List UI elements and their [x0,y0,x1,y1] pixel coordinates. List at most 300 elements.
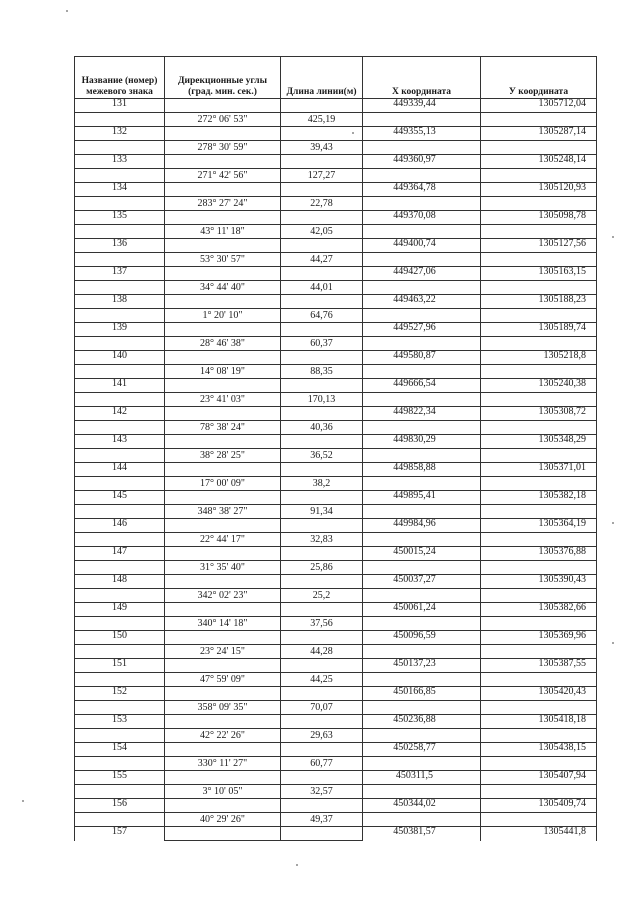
name-spacer-cell [75,785,165,799]
segment-row [75,785,597,799]
directional-angle-cell: 348° 38' 27" [165,505,281,519]
x-coordinate-cell: 449858,88 [363,463,481,477]
scan-speck [612,522,614,524]
x-coordinate-cell: 449830,29 [363,435,481,449]
y-coordinate-cell: 1305308,72 [481,407,597,421]
angle-spacer-cell [165,799,281,813]
marker-name-cell: 141 [75,379,165,393]
marker-row [75,323,597,337]
x-spacer-cell [363,225,481,239]
name-spacer-cell [75,337,165,351]
y-coordinate-cell: 1305098,78 [481,211,597,225]
marker-row [75,771,597,785]
segment-row [75,421,597,435]
x-coordinate-cell: 450137,23 [363,659,481,673]
marker-row [75,295,597,309]
x-spacer-cell [363,785,481,799]
y-spacer-cell [481,533,597,547]
marker-name-cell: 148 [75,575,165,589]
y-coordinate-cell: 1305348,29 [481,435,597,449]
marker-row [75,211,597,225]
angle-spacer-cell [165,379,281,393]
marker-name-cell: 152 [75,687,165,701]
y-coordinate-cell: 1305163,15 [481,267,597,281]
directional-angle-cell: 342° 02' 23" [165,589,281,603]
name-spacer-cell [75,813,165,827]
angle-spacer-cell [165,435,281,449]
marker-name-cell: 145 [75,491,165,505]
angle-spacer-cell [165,827,281,841]
length-spacer-cell [281,463,363,477]
directional-angle-cell: 340° 14' 18" [165,617,281,631]
x-spacer-cell [363,365,481,379]
x-coordinate-cell: 449364,78 [363,183,481,197]
y-coordinate-cell: 1305390,43 [481,575,597,589]
length-spacer-cell [281,659,363,673]
y-spacer-cell [481,169,597,183]
angle-spacer-cell [165,99,281,113]
angle-spacer-cell [165,211,281,225]
x-spacer-cell [363,617,481,631]
y-spacer-cell [481,561,597,575]
x-spacer-cell [363,645,481,659]
header-x-coordinate: Х координата [363,57,481,99]
marker-row [75,379,597,393]
length-spacer-cell [281,575,363,589]
segment-row [75,337,597,351]
y-coordinate-cell: 1305382,18 [481,491,597,505]
length-spacer-cell [281,519,363,533]
segment-row [75,449,597,463]
marker-row [75,155,597,169]
marker-row [75,435,597,449]
y-spacer-cell [481,253,597,267]
name-spacer-cell [75,673,165,687]
marker-row [75,127,597,141]
marker-name-cell: 138 [75,295,165,309]
angle-spacer-cell [165,715,281,729]
segment-row [75,729,597,743]
marker-name-cell: 140 [75,351,165,365]
marker-row [75,99,597,113]
marker-row [75,603,597,617]
length-spacer-cell [281,99,363,113]
x-coordinate-cell: 450015,24 [363,547,481,561]
angle-spacer-cell [165,575,281,589]
line-length-cell: 42,05 [281,225,363,239]
y-spacer-cell [481,785,597,799]
segment-row [75,141,597,155]
directional-angle-cell: 22° 44' 17" [165,533,281,547]
x-spacer-cell [363,309,481,323]
marker-name-cell: 151 [75,659,165,673]
directional-angle-cell: 330° 11' 27" [165,757,281,771]
marker-row [75,267,597,281]
y-coordinate-cell: 1305189,74 [481,323,597,337]
y-spacer-cell [481,421,597,435]
scan-speck [66,10,68,12]
x-spacer-cell [363,813,481,827]
scan-speck [22,800,24,802]
y-spacer-cell [481,757,597,771]
y-coordinate-cell: 1305712,04 [481,99,597,113]
directional-angle-cell: 283° 27' 24" [165,197,281,211]
scan-speck [612,642,614,644]
y-coordinate-cell: 1305441,8 [481,827,597,841]
segment-row [75,589,597,603]
y-coordinate-cell: 1305376,88 [481,547,597,561]
marker-name-cell: 154 [75,743,165,757]
x-coordinate-cell: 449370,08 [363,211,481,225]
segment-row [75,757,597,771]
x-spacer-cell [363,477,481,491]
x-spacer-cell [363,141,481,155]
marker-row [75,575,597,589]
directional-angle-cell: 40° 29' 26" [165,813,281,827]
marker-row [75,659,597,673]
x-coordinate-cell: 450311,5 [363,771,481,785]
name-spacer-cell [75,281,165,295]
segment-row [75,281,597,295]
marker-name-cell: 135 [75,211,165,225]
name-spacer-cell [75,533,165,547]
length-spacer-cell [281,351,363,365]
segment-row [75,505,597,519]
x-spacer-cell [363,281,481,295]
line-length-cell: 60,37 [281,337,363,351]
directional-angle-cell: 78° 38' 24" [165,421,281,435]
line-length-cell: 36,52 [281,449,363,463]
segment-row [75,393,597,407]
length-spacer-cell [281,267,363,281]
x-spacer-cell [363,729,481,743]
line-length-cell: 60,77 [281,757,363,771]
y-coordinate-cell: 1305127,56 [481,239,597,253]
directional-angle-cell: 47° 59' 09" [165,673,281,687]
line-length-cell: 39,43 [281,141,363,155]
directional-angle-cell: 38° 28' 25" [165,449,281,463]
x-spacer-cell [363,421,481,435]
angle-spacer-cell [165,491,281,505]
length-spacer-cell [281,799,363,813]
x-coordinate-cell: 449400,74 [363,239,481,253]
line-length-cell: 127,27 [281,169,363,183]
x-spacer-cell [363,393,481,407]
length-spacer-cell [281,827,363,841]
segment-row [75,225,597,239]
directional-angle-cell: 42° 22' 26" [165,729,281,743]
marker-row [75,827,597,841]
angle-spacer-cell [165,239,281,253]
marker-name-cell: 156 [75,799,165,813]
y-coordinate-cell: 1305240,38 [481,379,597,393]
length-spacer-cell [281,631,363,645]
line-length-cell: 25,86 [281,561,363,575]
segment-row [75,477,597,491]
y-spacer-cell [481,729,597,743]
directional-angle-cell: 53° 30' 57" [165,253,281,267]
marker-row [75,463,597,477]
x-spacer-cell [363,197,481,211]
length-spacer-cell [281,435,363,449]
y-coordinate-cell: 1305409,74 [481,799,597,813]
marker-row [75,183,597,197]
angle-spacer-cell [165,183,281,197]
length-spacer-cell [281,547,363,561]
x-coordinate-cell: 449427,06 [363,267,481,281]
y-spacer-cell [481,505,597,519]
line-length-cell: 88,35 [281,365,363,379]
directional-angle-cell: 358° 09' 35" [165,701,281,715]
y-coordinate-cell: 1305371,01 [481,463,597,477]
x-coordinate-cell: 449666,54 [363,379,481,393]
y-coordinate-cell: 1305369,96 [481,631,597,645]
x-coordinate-cell: 449355,13 [363,127,481,141]
segment-row [75,253,597,267]
segment-row [75,645,597,659]
x-coordinate-cell: 449360,97 [363,155,481,169]
segment-row [75,309,597,323]
x-coordinate-cell: 449580,87 [363,351,481,365]
y-coordinate-cell: 1305387,55 [481,659,597,673]
segment-row [75,561,597,575]
segment-row [75,365,597,379]
name-spacer-cell [75,477,165,491]
length-spacer-cell [281,323,363,337]
segment-row [75,169,597,183]
line-length-cell: 32,57 [281,785,363,799]
name-spacer-cell [75,141,165,155]
length-spacer-cell [281,491,363,505]
y-spacer-cell [481,701,597,715]
x-spacer-cell [363,561,481,575]
directional-angle-cell: 3° 10' 05" [165,785,281,799]
x-coordinate-cell: 449339,44 [363,99,481,113]
segment-row [75,701,597,715]
marker-row [75,239,597,253]
name-spacer-cell [75,309,165,323]
marker-name-cell: 142 [75,407,165,421]
scan-speck [352,132,354,134]
y-spacer-cell [481,113,597,127]
y-spacer-cell [481,477,597,491]
y-spacer-cell [481,281,597,295]
length-spacer-cell [281,239,363,253]
boundary-coordinates-table [74,56,597,841]
header-marker-name: Название (номер) межевого знака [75,57,165,99]
name-spacer-cell [75,757,165,771]
segment-row [75,197,597,211]
header-line-length: Длина линии(м) [281,57,363,99]
y-spacer-cell [481,393,597,407]
y-spacer-cell [481,141,597,155]
y-coordinate-cell: 1305248,14 [481,155,597,169]
x-spacer-cell [363,533,481,547]
name-spacer-cell [75,365,165,379]
directional-angle-cell: 271° 42' 56" [165,169,281,183]
y-spacer-cell [481,337,597,351]
length-spacer-cell [281,127,363,141]
y-coordinate-cell: 1305407,94 [481,771,597,785]
angle-spacer-cell [165,519,281,533]
x-spacer-cell [363,253,481,267]
line-length-cell: 91,34 [281,505,363,519]
length-spacer-cell [281,687,363,701]
directional-angle-cell: 43° 11' 18" [165,225,281,239]
name-spacer-cell [75,729,165,743]
marker-row [75,743,597,757]
x-coordinate-cell: 450061,24 [363,603,481,617]
segment-row [75,617,597,631]
x-spacer-cell [363,113,481,127]
marker-name-cell: 153 [75,715,165,729]
angle-spacer-cell [165,771,281,785]
marker-row [75,351,597,365]
x-coordinate-cell: 449984,96 [363,519,481,533]
marker-name-cell: 150 [75,631,165,645]
line-length-cell: 32,83 [281,533,363,547]
angle-spacer-cell [165,603,281,617]
name-spacer-cell [75,561,165,575]
y-coordinate-cell: 1305287,14 [481,127,597,141]
angle-spacer-cell [165,127,281,141]
angle-spacer-cell [165,743,281,757]
x-spacer-cell [363,701,481,715]
marker-name-cell: 147 [75,547,165,561]
length-spacer-cell [281,211,363,225]
scan-speck [612,236,614,238]
marker-name-cell: 139 [75,323,165,337]
y-coordinate-cell: 1305120,93 [481,183,597,197]
directional-angle-cell: 1° 20' 10" [165,309,281,323]
length-spacer-cell [281,183,363,197]
y-coordinate-cell: 1305188,23 [481,295,597,309]
marker-name-cell: 146 [75,519,165,533]
x-coordinate-cell: 450381,57 [363,827,481,841]
y-spacer-cell [481,589,597,603]
name-spacer-cell [75,505,165,519]
angle-spacer-cell [165,463,281,477]
line-length-cell: 44,27 [281,253,363,267]
y-spacer-cell [481,617,597,631]
directional-angle-cell: 23° 41' 03" [165,393,281,407]
name-spacer-cell [75,197,165,211]
y-coordinate-cell: 1305218,8 [481,351,597,365]
name-spacer-cell [75,169,165,183]
x-coordinate-cell: 449527,96 [363,323,481,337]
header-directional-angle: Дирекционные углы (град. мин. сек.) [165,57,281,99]
y-spacer-cell [481,645,597,659]
y-spacer-cell [481,449,597,463]
length-spacer-cell [281,379,363,393]
x-spacer-cell [363,757,481,771]
x-coordinate-cell: 450258,77 [363,743,481,757]
directional-angle-cell: 14° 08' 19" [165,365,281,379]
line-length-cell: 22,78 [281,197,363,211]
directional-angle-cell: 17° 00' 09" [165,477,281,491]
angle-spacer-cell [165,351,281,365]
angle-spacer-cell [165,407,281,421]
x-spacer-cell [363,505,481,519]
directional-angle-cell: 23° 24' 15" [165,645,281,659]
name-spacer-cell [75,645,165,659]
segment-row [75,673,597,687]
length-spacer-cell [281,295,363,309]
marker-name-cell: 143 [75,435,165,449]
angle-spacer-cell [165,155,281,169]
x-spacer-cell [363,589,481,603]
name-spacer-cell [75,113,165,127]
marker-row [75,407,597,421]
marker-name-cell: 149 [75,603,165,617]
name-spacer-cell [75,393,165,407]
line-length-cell: 44,25 [281,673,363,687]
marker-name-cell: 137 [75,267,165,281]
length-spacer-cell [281,155,363,169]
table-header-row [75,57,597,99]
line-length-cell: 44,01 [281,281,363,295]
line-length-cell: 44,28 [281,645,363,659]
angle-spacer-cell [165,323,281,337]
x-spacer-cell [363,673,481,687]
line-length-cell: 29,63 [281,729,363,743]
angle-spacer-cell [165,687,281,701]
x-coordinate-cell: 449822,34 [363,407,481,421]
segment-row [75,113,597,127]
y-spacer-cell [481,813,597,827]
x-spacer-cell [363,337,481,351]
marker-row [75,547,597,561]
y-spacer-cell [481,673,597,687]
table-body [75,99,597,841]
header-y-coordinate: У координата [481,57,597,99]
line-length-cell: 37,56 [281,617,363,631]
name-spacer-cell [75,701,165,715]
angle-spacer-cell [165,547,281,561]
y-coordinate-cell: 1305438,15 [481,743,597,757]
y-spacer-cell [481,225,597,239]
x-spacer-cell [363,449,481,463]
marker-name-cell: 133 [75,155,165,169]
y-coordinate-cell: 1305420,43 [481,687,597,701]
x-coordinate-cell: 450344,02 [363,799,481,813]
x-coordinate-cell: 449895,41 [363,491,481,505]
segment-row [75,533,597,547]
length-spacer-cell [281,407,363,421]
marker-name-cell: 131 [75,99,165,113]
line-length-cell: 64,76 [281,309,363,323]
line-length-cell: 70,07 [281,701,363,715]
directional-angle-cell: 272° 06' 53" [165,113,281,127]
marker-name-cell: 132 [75,127,165,141]
x-coordinate-cell: 450236,88 [363,715,481,729]
length-spacer-cell [281,743,363,757]
name-spacer-cell [75,617,165,631]
length-spacer-cell [281,715,363,729]
angle-spacer-cell [165,631,281,645]
line-length-cell: 38,2 [281,477,363,491]
marker-row [75,715,597,729]
line-length-cell: 40,36 [281,421,363,435]
directional-angle-cell: 34° 44' 40" [165,281,281,295]
marker-row [75,491,597,505]
x-coordinate-cell: 450096,59 [363,631,481,645]
x-coordinate-cell: 450037,27 [363,575,481,589]
marker-name-cell: 157 [75,827,165,841]
length-spacer-cell [281,771,363,785]
y-coordinate-cell: 1305364,19 [481,519,597,533]
y-coordinate-cell: 1305382,66 [481,603,597,617]
